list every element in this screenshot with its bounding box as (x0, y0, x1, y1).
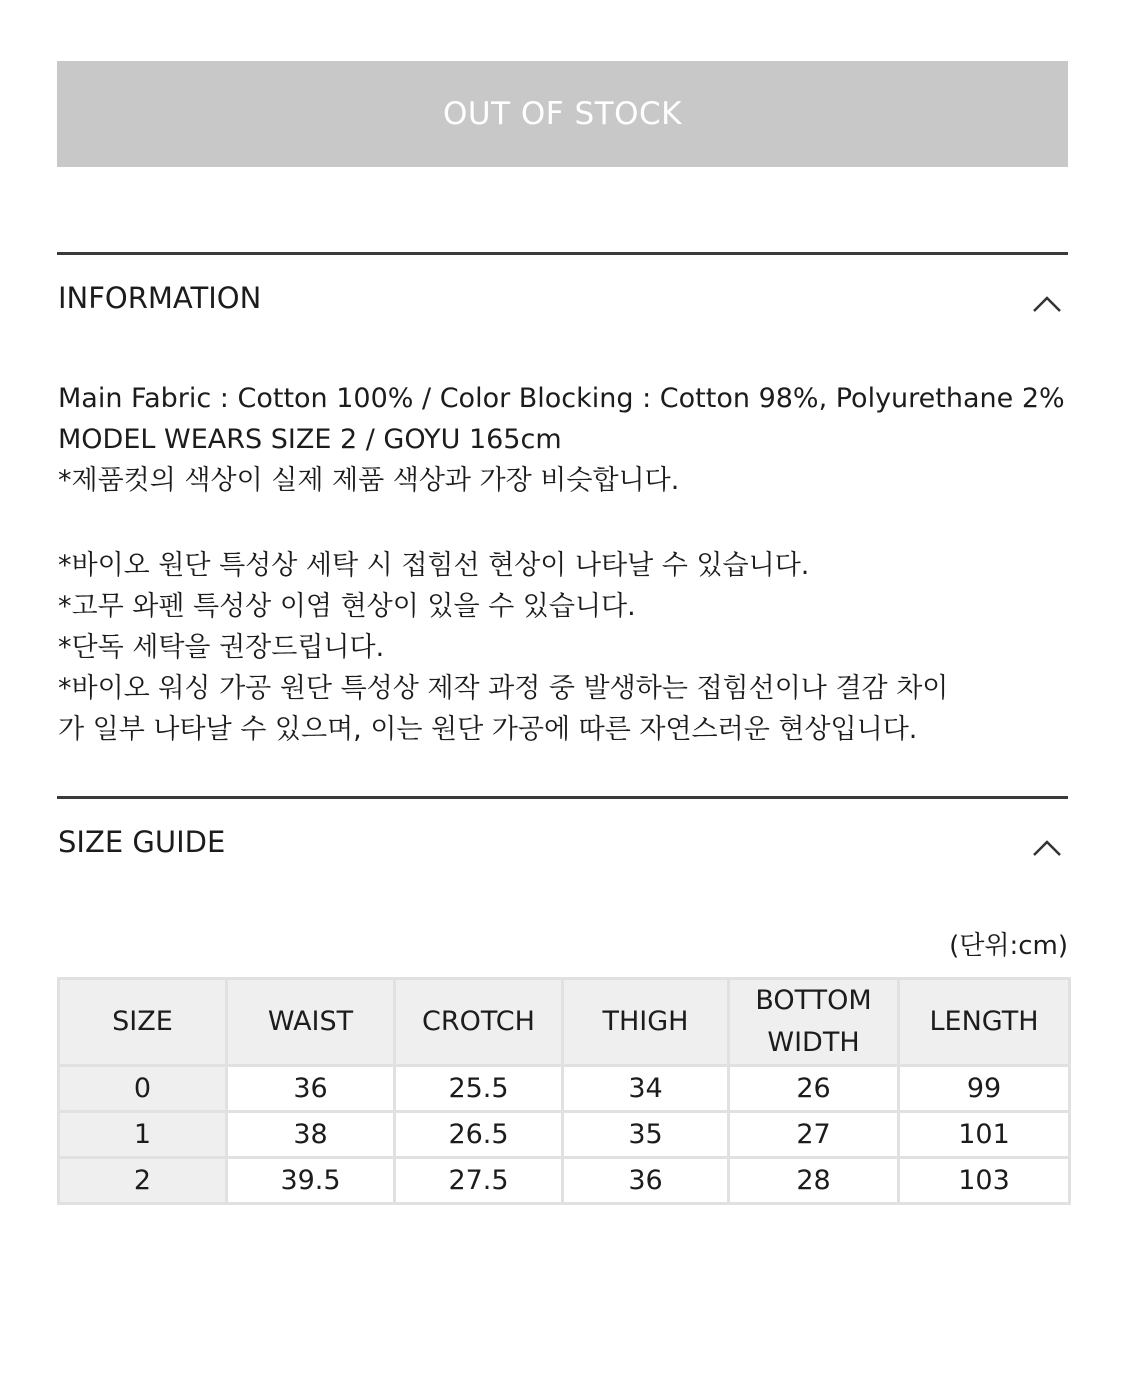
info-line: *고무 와펜 특성상 이염 현상이 있을 수 있습니다. (58, 591, 636, 622)
table-cell: 34 (563, 1066, 729, 1112)
table-cell: 39.5 (227, 1158, 395, 1204)
info-line: *바이오 워싱 가공 원단 특성상 제작 과정 중 발생하는 접힘선이나 결감 차이 (58, 673, 949, 704)
table-row (59, 1066, 1070, 1112)
table-cell: 38 (227, 1112, 395, 1158)
table-cell: 103 (899, 1158, 1070, 1204)
table-row (59, 1158, 1070, 1204)
out-of-stock-button[interactable]: OUT OF STOCK (57, 61, 1068, 167)
info-line: *단독 세탁을 권장드립니다. (58, 632, 385, 663)
table-cell: 36 (563, 1158, 729, 1204)
header-crotch: CROTCH (395, 979, 563, 1066)
info-line: MODEL WEARS SIZE 2 / GOYU 165cm (58, 424, 562, 455)
info-line (58, 501, 1068, 545)
info-line: *바이오 원단 특성상 세탁 시 접힘선 현상이 나타날 수 있습니다. (58, 550, 810, 581)
table-row (59, 1112, 1070, 1158)
header-length: LENGTH (899, 979, 1070, 1066)
info-line: 가 일부 나타날 수 있으며, 이는 원단 가공에 따른 자연스러운 현상입니다. (58, 714, 918, 745)
header-size: SIZE (59, 979, 227, 1066)
chevron-up-icon[interactable] (1031, 838, 1063, 858)
chevron-up-icon[interactable] (1031, 294, 1063, 314)
table-cell: 26.5 (395, 1112, 563, 1158)
size-table (57, 977, 1071, 1205)
table-cell: 99 (899, 1066, 1070, 1112)
unit-label: (단위:cm) (949, 931, 1068, 961)
table-cell: 25.5 (395, 1066, 563, 1112)
info-line: Main Fabric : Cotton 100% / Color Blocking : Cotton 98%, Polyurethane 2% (58, 383, 1065, 414)
header-waist: WAIST (227, 979, 395, 1066)
table-cell: 101 (899, 1112, 1070, 1158)
table-cell: 26 (729, 1066, 899, 1112)
table-cell: 36 (227, 1066, 395, 1112)
header-thigh: THIGH (563, 979, 729, 1066)
table-cell: 28 (729, 1158, 899, 1204)
information-body (58, 378, 1068, 750)
header-bottom-width: BOTTOM WIDTH (729, 979, 899, 1066)
table-cell: 27.5 (395, 1158, 563, 1204)
size-guide-title[interactable]: SIZE GUIDE (58, 825, 226, 859)
table-cell: 35 (563, 1112, 729, 1158)
size-cell: 0 (59, 1066, 227, 1112)
table-cell: 27 (729, 1112, 899, 1158)
size-guide-divider (57, 796, 1068, 799)
information-divider (57, 252, 1068, 255)
information-title[interactable]: INFORMATION (58, 281, 262, 315)
size-cell: 1 (59, 1112, 227, 1158)
size-table-header-row (59, 979, 1070, 1066)
info-line: *제품컷의 색상이 실제 제품 색상과 가장 비슷합니다. (58, 465, 680, 496)
size-cell: 2 (59, 1158, 227, 1204)
